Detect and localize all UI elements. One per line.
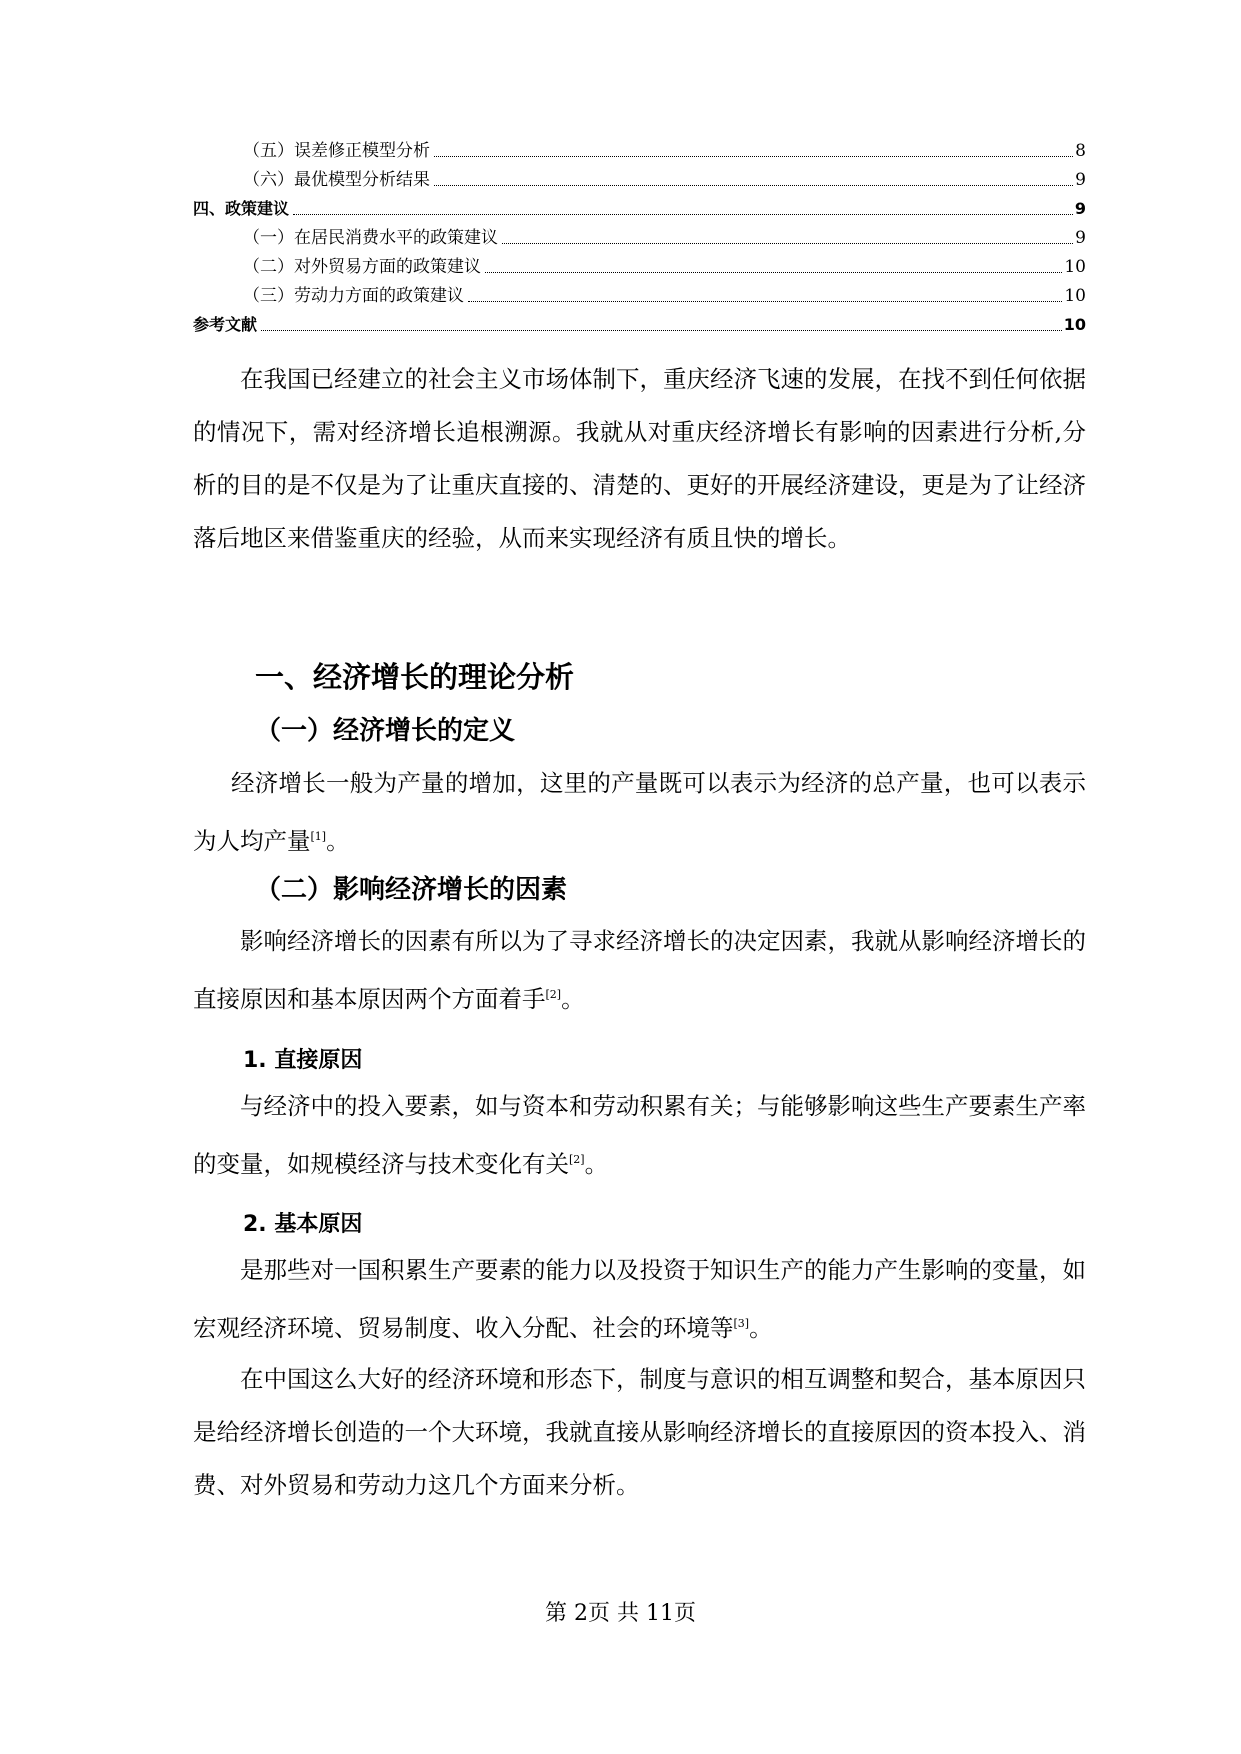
- toc-entry-title: 四、政策建议: [193, 199, 290, 218]
- paragraph-end: 。: [584, 1150, 609, 1178]
- paragraph-text: 与经济中的投入要素，如与资本和劳动积累有关；与能够影响这些生产要素生产率的变量，如规模经济与技术变化有关: [193, 1092, 1086, 1178]
- basic-causes-paragraph: [193, 1244, 1086, 1355]
- toc-leader-dots: [434, 156, 1073, 157]
- toc-leader-dots: [261, 330, 1062, 331]
- toc-entry[interactable]: [193, 254, 1086, 278]
- section-heading: 一、经济增长的理论分析: [255, 660, 575, 694]
- toc-leader-dots: [485, 272, 1062, 273]
- toc-entry-page: 9: [1075, 228, 1086, 248]
- toc-entry-title: （六）最优模型分析结果: [243, 170, 430, 190]
- toc-leader-dots: [502, 243, 1073, 244]
- toc-entry[interactable]: [193, 225, 1086, 249]
- item-heading: 2. 基本原因: [243, 1212, 363, 1237]
- toc-entry-page: 9: [1074, 199, 1086, 218]
- paragraph-text: 经济增长一般为产量的增加，这里的产量既可以表示为经济的总产量，也可以表示为人均产量: [193, 769, 1086, 855]
- citation[interactable]: [2]: [545, 988, 562, 1001]
- subsection-heading: （二）影响经济增长的因素: [255, 875, 568, 905]
- toc-entry-page: 9: [1075, 170, 1086, 190]
- toc-entry-page: 10: [1063, 315, 1086, 334]
- toc-entry-title: （三）劳动力方面的政策建议: [243, 286, 464, 306]
- citation[interactable]: [2]: [569, 1153, 585, 1166]
- toc-leader-dots: [293, 214, 1073, 215]
- toc-entry-title: 参考文献: [193, 315, 258, 334]
- closing-paragraph: 在中国这么大好的经济环境和形态下，制度与意识的相互调整和契合，基本原因只是给经济增长创造的一个大环境，我就直接从影响经济增长的直接原因的资本投入、消费、对外贸易和劳动力这几个方面来分析。: [193, 1365, 1086, 1499]
- toc-entry-title: （二）对外贸易方面的政策建议: [243, 257, 481, 277]
- toc-entry-page: 8: [1075, 141, 1086, 161]
- toc-leader-dots: [434, 185, 1073, 186]
- toc-entry-title: （五）误差修正模型分析: [243, 141, 430, 161]
- toc-entry[interactable]: [193, 196, 1086, 220]
- paragraph-end: 。: [749, 1314, 773, 1342]
- toc-entry-page: 10: [1064, 257, 1086, 277]
- paragraph-text: 影响经济增长的因素有所以为了寻求经济增长的决定因素，我就从影响经济增长的直接原因和基本原因两个方面着手: [193, 927, 1086, 1013]
- intro-paragraph: 在我国已经建立的社会主义市场体制下，重庆经济飞速的发展，在找不到任何依据的情况下，需对经济增长追根溯源。我就从对重庆经济增长有影响的因素进行分析,分析的目的是不仅是为了让重庆直接的、清楚的、更好的开展经济建设，更是为了让经济落后地区来借鉴重庆的经验，从而来实现经济有质且快的增长。: [193, 365, 1086, 552]
- factors-paragraph: [193, 915, 1086, 1026]
- paragraph-text: 是那些对一国积累生产要素的能力以及投资于知识生产的能力产生影响的变量，如宏观经济环境、贸易制度、收入分配、社会的环境等: [193, 1256, 1086, 1342]
- page-footer: 第 2页 共 11页: [545, 1601, 696, 1626]
- toc-entry[interactable]: [193, 138, 1086, 162]
- toc-entry[interactable]: [193, 312, 1086, 336]
- subsection-heading: （一）经济增长的定义: [255, 716, 516, 746]
- definition-paragraph: [193, 757, 1086, 868]
- paragraph-end: 。: [326, 827, 350, 855]
- toc-entry[interactable]: [193, 167, 1086, 191]
- toc-entry[interactable]: [193, 283, 1086, 307]
- item-heading: 1. 直接原因: [243, 1048, 363, 1073]
- toc-entry-page: 10: [1064, 286, 1086, 306]
- direct-causes-paragraph: [193, 1080, 1086, 1191]
- toc-entry-title: （一）在居民消费水平的政策建议: [243, 228, 498, 248]
- citation[interactable]: [3]: [733, 1317, 750, 1330]
- toc-leader-dots: [468, 301, 1062, 302]
- paragraph-end: 。: [561, 985, 585, 1013]
- citation[interactable]: [1]: [310, 830, 327, 843]
